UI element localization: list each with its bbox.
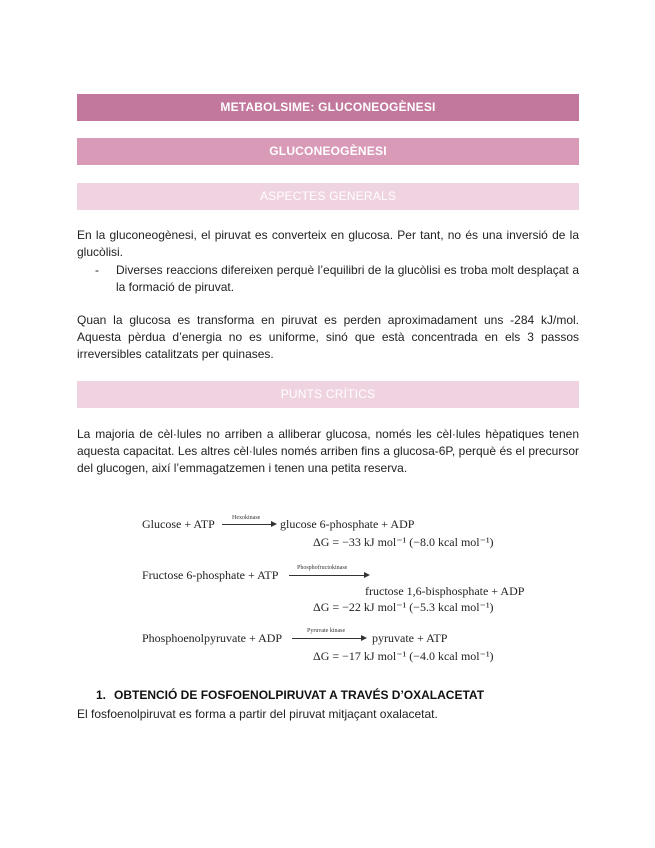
reaction-1-delta-g: ΔG = −33 kJ mol⁻¹ (−8.0 kcal mol⁻¹) bbox=[313, 535, 494, 549]
reaction-3-right: pyruvate + ATP bbox=[372, 631, 448, 645]
reaction-1-left: Glucose + ATP bbox=[142, 517, 215, 531]
reaction-1-right: glucose 6-phosphate + ADP bbox=[280, 517, 415, 531]
bullet-dash: - bbox=[95, 263, 99, 277]
critical-paragraph: La majoria de cèl·lules no arriben a alliberar glucosa, només les cèl·lules hèpatiques tenen aquesta capacitat. Les altres cèl·lules només arriben fins a glucosa-6P, perquè és el precursor del glucogen, així l’emmagatzemen i tenen una petita reserva. bbox=[77, 427, 579, 475]
reaction-2-right: fructose 1,6-bisphosphate + ADP bbox=[365, 584, 525, 598]
reaction-1-arrow bbox=[222, 524, 272, 525]
reaction-2-left: Fructose 6-phosphate + ATP bbox=[142, 568, 279, 582]
reaction-2-delta-g: ΔG = −22 kJ mol⁻¹ (−5.3 kcal mol⁻¹) bbox=[313, 600, 494, 614]
general-aspects-banner: ASPECTES GENERALS bbox=[77, 183, 579, 210]
section-1-heading bbox=[96, 688, 484, 702]
section-1-paragraph: El fosfoenolpiruvat es forma a partir del piruvat mitjaçant oxalacetat. bbox=[77, 707, 438, 721]
reaction-3-arrow bbox=[292, 638, 362, 639]
intro-paragraph: En la gluconeogènesi, el piruvat es converteix en glucosa. Per tant, no és una inversió de la glucòlisi. bbox=[77, 228, 579, 259]
reaction-2-arrow bbox=[289, 575, 365, 576]
section-1-number: 1. bbox=[96, 688, 107, 702]
reaction-1-arrowhead bbox=[271, 521, 277, 527]
reaction-3-arrowhead bbox=[361, 635, 367, 641]
energy-paragraph: Quan la glucosa es transforma en piruvat es perden aproximadament uns -284 kJ/mol. Aquesta pèrdua d’energia no es uniforme, sinó que està concentrada en els 3 passos irreversibles catalitzats per quinases. bbox=[77, 313, 579, 361]
section-title-banner: GLUCONEOGÈNESI bbox=[77, 138, 579, 165]
reaction-3-left: Phosphoenolpyruvate + ADP bbox=[142, 631, 283, 645]
bullet-paragraph: Diverses reaccions difereixen perquè l’equilibri de la glucòlisi es troba molt desplaçat a la formació de piruvat. bbox=[116, 263, 579, 294]
reaction-2-enzyme: Phosphofructokinase bbox=[297, 565, 348, 571]
reaction-3-delta-g: ΔG = −17 kJ mol⁻¹ (−4.0 kcal mol⁻¹) bbox=[313, 649, 494, 663]
critical-points-banner: PUNTS CRÍTICS bbox=[77, 381, 579, 408]
document-title-banner: METABOLSIME: GLUCONEOGÈNESI bbox=[77, 94, 579, 121]
reaction-1-enzyme: Hexokinase bbox=[232, 515, 261, 521]
section-1-title: OBTENCIÓ DE FOSFOENOLPIRUVAT A TRAVÉS D’OXALACETAT bbox=[114, 688, 485, 702]
reaction-3-enzyme: Pyruvate kinase bbox=[307, 628, 346, 634]
reaction-2-arrowhead bbox=[364, 572, 370, 578]
